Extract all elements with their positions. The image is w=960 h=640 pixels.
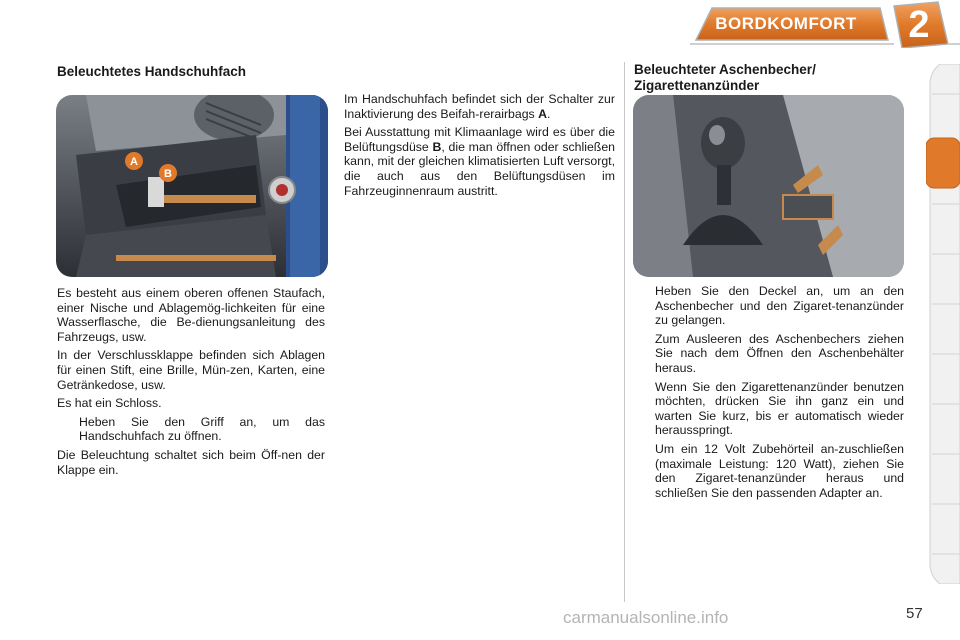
ashtray-bullet-1 (633, 284, 904, 328)
hand-pointer-icon (633, 380, 655, 438)
paragraph-text: Im Handschuhfach befindet sich der Schalter zur Inaktivierung des Beifah-rerairbags (344, 92, 615, 121)
section-heading-ashtray (634, 62, 914, 94)
page-number: 57 (906, 605, 923, 622)
glovebox-bullet-1 (57, 415, 325, 444)
ashtray-bullet-4 (633, 442, 904, 500)
ashtray-heading (634, 62, 914, 94)
ashtray-bullet-3 (633, 380, 904, 438)
chapter-number: 2 (908, 4, 930, 46)
callout-letter-b: B (432, 139, 442, 154)
bullet-text: Um ein 12 Volt Zubehörteil an-zuschließen (maximale Leistung: 120 Watt), ziehen Sie den Zigaret-tenanzünder heraus und schließen Sie den passenden Adapter an. (655, 441, 904, 500)
glovebox-paragraph-3: Es hat ein Schloss. (57, 396, 162, 411)
bullet-text: Wenn Sie den Zigarettenanzünder benutzen möchten, drücken Sie ihn ganz ein und warten Sie kurz, bis er automatisch wieder herausspringt. (655, 379, 904, 438)
ashtray-text (633, 284, 904, 504)
paragraph-text: . (547, 106, 551, 121)
glovebox-heading (57, 64, 327, 80)
column-divider (624, 62, 625, 602)
paragraph-text: , die man öffnen oder schließen kann, mit der gleichen klimatisierten Luft versorgt, die auch aus den Belüftungsdüsen im Fahrzeuginnenraum austritt. (344, 139, 615, 198)
glovebox-paragraph-2: In der Verschlussklappe befinden sich Ablagen für einen Stift, eine Brille, Mün-zen, Karten, eine Getränkedose, usw. (57, 348, 325, 392)
bullet-text: Heben Sie den Griff an, um das Handschuhfach zu öffnen. (79, 414, 325, 444)
ashtray-bullet-2 (633, 332, 904, 376)
bullet-text: Zum Ausleeren des Aschenbechers ziehen Sie nach dem Öffnen den Aschenbehälter heraus. (655, 331, 904, 375)
airbag-switch-paragraph (344, 92, 615, 121)
bullet-text: Heben Sie den Deckel an, um an den Aschenbecher und den Zigaret-tenanzünder zu gelangen. (655, 284, 904, 328)
watermark-text: carmanualsonline.info (563, 608, 729, 627)
air-vent-paragraph (344, 125, 615, 198)
glovebox-details-text (344, 92, 615, 202)
hand-pointer-icon (633, 442, 655, 500)
heading-line-1: Beleuchteter Aschenbecher/ (634, 62, 816, 77)
callout-letter-a: A (538, 106, 548, 121)
glovebox-paragraph-4: Die Beleuchtung schaltet sich beim Öff-nen der Klappe ein. (57, 447, 325, 477)
hand-pointer-icon (633, 284, 655, 328)
photo-label-a: A (130, 156, 138, 168)
chapter-side-tabs[interactable] (926, 64, 960, 584)
paragraph-text: Bei Ausstattung mit Klimaanlage wird es über die Belüftungsdüse (344, 125, 615, 154)
hand-pointer-icon (633, 332, 655, 376)
section-heading-glovebox: Beleuchtetes Handschuhfach (57, 64, 247, 79)
chapter-title: BORDKOMFORT (715, 14, 857, 33)
ashtray-photo (633, 95, 904, 277)
heading-line-2: Zigarettenanzünder (634, 78, 760, 93)
glovebox-photo (56, 95, 328, 277)
photo-label-b: B (164, 168, 172, 180)
glovebox-paragraph-1: Es besteht aus einem oberen offenen Staufach, einer Nische und Ablagemög-lichkeiten für eine Wasserflasche, die Be-dienungsanleitung des Fahrzeugs, usw. (57, 286, 325, 344)
glovebox-text (57, 286, 325, 481)
hand-pointer-icon (57, 415, 79, 444)
